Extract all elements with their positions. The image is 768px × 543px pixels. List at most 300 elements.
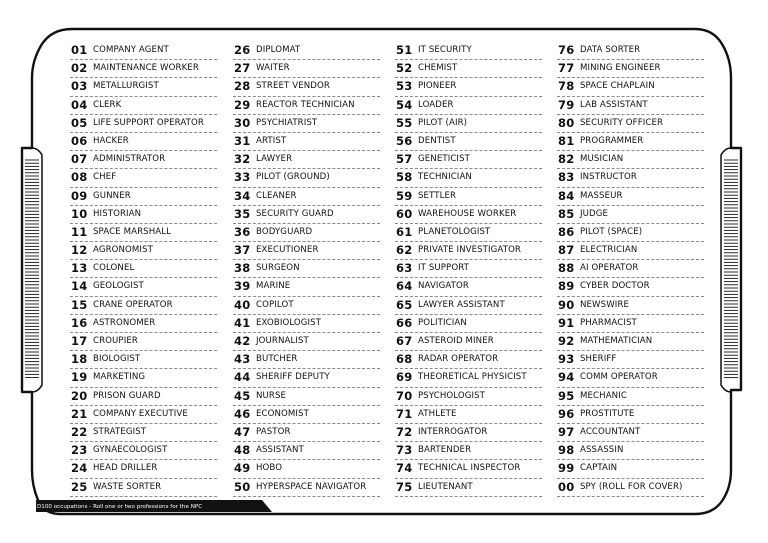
occupation-name: NAVIGATOR — [418, 281, 469, 292]
occupation-name: BUTCHER — [256, 354, 298, 365]
occupation-number: 80 — [558, 115, 575, 130]
occupation-number: 64 — [396, 279, 413, 294]
occupation-number: 50 — [234, 479, 251, 494]
occupation-number: 06 — [71, 133, 88, 148]
occupation-row — [70, 424, 217, 442]
occupation-column — [557, 42, 704, 497]
occupation-column — [395, 42, 542, 497]
occupation-number: 20 — [71, 388, 88, 403]
occupation-number: 67 — [396, 334, 413, 348]
occupation-number: 03 — [71, 79, 88, 94]
occupation-number: 31 — [234, 133, 251, 148]
occupation-number: 56 — [396, 133, 413, 148]
occupation-name: CHEMIST — [418, 63, 458, 74]
occupation-row — [395, 115, 542, 133]
occupation-name: IT SECURITY — [418, 45, 472, 55]
occupation-name: LIFE SUPPORT OPERATOR — [93, 117, 204, 128]
occupation-number: 05 — [71, 115, 88, 130]
occupation-name: SETTLER — [418, 190, 457, 201]
occupation-name: PILOT (AIR) — [418, 117, 468, 128]
occupation-number: 10 — [71, 206, 88, 221]
occupation-row — [70, 333, 217, 351]
occupation-number: 99 — [558, 461, 575, 476]
occupation-number: 44 — [234, 370, 251, 385]
occupation-row — [70, 151, 217, 169]
occupation-row — [70, 369, 217, 387]
occupation-row — [233, 278, 380, 296]
occupation-name: WAITER — [256, 63, 290, 74]
occupation-number: 21 — [71, 406, 88, 421]
occupation-number: 57 — [396, 152, 413, 167]
occupation-row — [233, 406, 380, 424]
occupation-name: NEWSWIRE — [580, 299, 630, 310]
occupation-name: PILOT (GROUND) — [256, 172, 330, 183]
occupation-number: 23 — [71, 443, 88, 458]
occupation-row — [233, 42, 380, 60]
occupation-number: 33 — [234, 170, 251, 185]
occupation-number: 40 — [234, 297, 251, 312]
occupation-name: CHEF — [93, 172, 117, 183]
occupation-number: 63 — [396, 261, 413, 276]
occupation-number: 28 — [234, 79, 251, 94]
occupation-name: TECHNICIAN — [418, 172, 472, 183]
occupation-number: 02 — [71, 61, 88, 76]
occupation-number: 70 — [396, 388, 413, 403]
occupation-name: MUSICIAN — [580, 154, 624, 165]
occupation-number: 47 — [234, 424, 251, 439]
occupation-number: 77 — [558, 61, 575, 76]
occupation-name: PRISON GUARD — [93, 390, 161, 401]
occupation-number: 79 — [558, 97, 575, 112]
occupation-row — [233, 97, 380, 115]
occupation-name: EXECUTIONER — [256, 245, 319, 256]
occupation-row — [557, 351, 704, 369]
occupation-row — [557, 224, 704, 242]
occupation-row — [70, 97, 217, 115]
occupation-number: 95 — [558, 388, 575, 403]
occupation-number: 86 — [558, 224, 575, 239]
occupation-number: 74 — [396, 461, 413, 476]
occupation-name: ADMINISTRATOR — [93, 154, 166, 165]
occupation-name: SHERIFF DEPUTY — [256, 372, 330, 383]
occupation-name: PIONEER — [418, 81, 457, 92]
occupation-name: HEAD DRILLER — [93, 463, 158, 474]
occupation-name: LAWYER ASSISTANT — [418, 299, 505, 310]
occupation-row — [233, 260, 380, 278]
occupation-row — [557, 297, 704, 315]
occupation-row — [233, 60, 380, 78]
occupation-name: CRANE OPERATOR — [93, 299, 173, 310]
occupation-name: HYPERSPACE NAVIGATOR — [256, 481, 367, 492]
occupation-number: 49 — [234, 461, 251, 476]
occupation-number: 11 — [71, 224, 88, 239]
occupation-name: EXOBIOLOGIST — [256, 317, 322, 328]
occupation-name: STRATEGIST — [93, 426, 147, 437]
occupation-name: COMPANY AGENT — [93, 45, 169, 55]
occupation-row — [395, 351, 542, 369]
occupation-name: MAINTENANCE WORKER — [93, 63, 199, 74]
occupation-name: MINING ENGINEER — [580, 63, 661, 74]
occupation-row — [233, 115, 380, 133]
occupation-name: HOBO — [256, 463, 283, 474]
occupation-number: 88 — [558, 261, 575, 276]
occupation-row — [395, 151, 542, 169]
occupation-number: 42 — [234, 334, 251, 348]
occupation-row — [233, 479, 380, 497]
occupation-name: INSTRUCTOR — [580, 172, 637, 183]
occupation-row — [395, 260, 542, 278]
occupation-name: GEOLOGIST — [93, 281, 144, 292]
occupation-name: ATHLETE — [418, 408, 457, 419]
occupation-number: 35 — [234, 206, 251, 221]
occupation-name: STREET VENDOR — [256, 81, 330, 92]
occupation-number: 73 — [396, 443, 413, 458]
occupation-row — [395, 460, 542, 478]
occupation-row — [70, 60, 217, 78]
occupation-row — [395, 406, 542, 424]
occupation-row — [557, 479, 704, 497]
occupation-name: GENETICIST — [418, 154, 470, 165]
right-grip-lines — [724, 160, 738, 378]
occupation-row — [557, 460, 704, 478]
occupation-name: POLITICIAN — [418, 317, 467, 328]
occupation-row — [70, 388, 217, 406]
occupation-number: 91 — [558, 315, 575, 330]
occupation-number: 82 — [558, 152, 575, 167]
occupation-number: 83 — [558, 170, 575, 185]
occupation-row — [395, 388, 542, 406]
occupation-name: LAWYER — [256, 154, 293, 165]
occupation-name: JUDGE — [580, 208, 609, 219]
occupation-row — [233, 315, 380, 333]
occupation-row — [395, 479, 542, 497]
occupation-number: 78 — [558, 79, 575, 94]
occupation-name: PROSTITUTE — [580, 408, 635, 419]
occupation-number: 46 — [234, 406, 251, 421]
occupation-row — [233, 242, 380, 260]
occupation-number: 89 — [558, 279, 575, 294]
occupation-row — [557, 442, 704, 460]
occupation-name: IT SUPPORT — [418, 263, 469, 274]
occupation-row — [395, 242, 542, 260]
occupation-row — [557, 424, 704, 442]
occupation-row — [233, 206, 380, 224]
occupation-row — [557, 169, 704, 187]
occupation-row — [395, 297, 542, 315]
occupation-row — [557, 60, 704, 78]
occupation-number: 59 — [396, 188, 413, 203]
occupation-number: 19 — [71, 370, 88, 385]
occupation-name: COPILOT — [256, 299, 294, 310]
occupation-name: ASTRONOMER — [93, 317, 156, 328]
occupation-name: NURSE — [256, 390, 287, 401]
occupation-row — [70, 406, 217, 424]
occupation-row — [70, 169, 217, 187]
occupation-name: MARINE — [256, 281, 291, 292]
occupation-number: 01 — [71, 43, 88, 57]
occupation-name: LOADER — [418, 99, 454, 110]
occupation-number: 30 — [234, 115, 251, 130]
occupation-number: 15 — [71, 297, 88, 312]
occupation-row — [557, 369, 704, 387]
occupation-name: DIPLOMAT — [256, 45, 301, 55]
occupation-name: SPACE MARSHALL — [93, 226, 172, 237]
occupation-name: SHERIFF — [580, 354, 617, 365]
occupation-number: 45 — [234, 388, 251, 403]
occupation-number: 26 — [234, 43, 251, 57]
occupation-row — [395, 97, 542, 115]
occupation-name: COLONEL — [93, 263, 135, 274]
occupation-name: PILOT (SPACE) — [580, 226, 643, 237]
occupation-row — [70, 242, 217, 260]
occupation-name: ASTEROID MINER — [418, 336, 494, 346]
occupation-row — [233, 151, 380, 169]
occupation-name: ECONOMIST — [256, 408, 309, 419]
occupation-number: 69 — [396, 370, 413, 385]
occupation-name: MECHANIC — [580, 390, 627, 401]
occupation-number: 97 — [558, 424, 575, 439]
occupation-name: LAB ASSISTANT — [580, 99, 648, 110]
occupation-row — [395, 333, 542, 351]
occupation-row — [557, 133, 704, 151]
occupation-row — [70, 115, 217, 133]
occupation-number: 87 — [558, 243, 575, 258]
occupation-name: WASTE SORTER — [93, 481, 162, 492]
occupation-row — [395, 315, 542, 333]
occupation-number: 38 — [234, 261, 251, 276]
occupation-row — [557, 242, 704, 260]
occupation-row — [70, 42, 217, 60]
occupation-name: GUNNER — [93, 190, 131, 201]
occupation-number: 07 — [71, 152, 88, 167]
occupation-row — [233, 78, 380, 96]
occupation-name: SURGEON — [256, 263, 300, 274]
occupation-name: CLEANER — [256, 190, 297, 201]
occupation-name: BIOLOGIST — [93, 354, 141, 365]
occupation-name: ASSASSIN — [580, 445, 624, 456]
occupation-number: 76 — [558, 43, 575, 57]
occupation-number: 25 — [71, 479, 88, 494]
occupation-number: 58 — [396, 170, 413, 185]
occupation-name: MARKETING — [93, 372, 146, 383]
occupation-row — [70, 479, 217, 497]
occupation-number: 90 — [558, 297, 575, 312]
occupation-name: PLANETOLOGIST — [418, 226, 491, 237]
occupation-row — [557, 388, 704, 406]
occupation-name: CAPTAIN — [580, 463, 618, 474]
occupation-name: MASSEUR — [580, 190, 623, 201]
occupation-number: 29 — [234, 97, 251, 112]
occupation-number: 98 — [558, 443, 575, 458]
occupation-number: 14 — [71, 279, 88, 294]
occupation-number: 72 — [396, 424, 413, 439]
occupation-number: 71 — [396, 406, 413, 421]
occupation-name: ACCOUNTANT — [580, 426, 641, 437]
occupation-row — [70, 442, 217, 460]
occupation-name: REACTOR TECHNICIAN — [256, 99, 355, 110]
occupation-row — [395, 60, 542, 78]
occupation-number: 37 — [234, 243, 251, 258]
occupation-number: 18 — [71, 352, 88, 367]
occupation-number: 48 — [234, 443, 251, 458]
occupation-name: COMM OPERATOR — [580, 372, 658, 383]
occupation-row — [233, 224, 380, 242]
occupation-number: 41 — [234, 315, 251, 330]
occupation-name: METALLURGIST — [93, 81, 159, 92]
occupation-name: AI OPERATOR — [580, 263, 639, 274]
left-grip-lines — [25, 160, 39, 378]
occupation-number: 34 — [234, 188, 251, 203]
occupation-name: SPY (ROLL FOR COVER) — [580, 481, 683, 492]
occupation-name: DATA SORTER — [580, 45, 641, 55]
occupation-number: 66 — [396, 315, 413, 330]
occupation-name: PRIVATE INVESTIGATOR — [418, 245, 522, 256]
occupation-name: PSYCHOLOGIST — [418, 390, 485, 401]
occupation-row — [70, 460, 217, 478]
occupation-number: 52 — [396, 61, 413, 76]
occupation-name: SPACE CHAPLAIN — [580, 81, 655, 92]
occupation-row — [557, 78, 704, 96]
occupation-name: LIEUTENANT — [418, 481, 473, 492]
occupation-row — [233, 333, 380, 351]
occupation-name: HACKER — [93, 135, 129, 146]
occupation-number: 43 — [234, 352, 251, 367]
occupation-row — [70, 351, 217, 369]
occupation-number: 24 — [71, 461, 88, 476]
occupation-name: MATHEMATICIAN — [580, 336, 653, 346]
occupation-row — [395, 169, 542, 187]
occupation-row — [395, 424, 542, 442]
occupation-row — [70, 260, 217, 278]
occupation-name: CLERK — [93, 99, 122, 110]
occupation-row — [395, 224, 542, 242]
occupation-name: BARTENDER — [418, 445, 472, 456]
occupation-number: 94 — [558, 370, 575, 385]
occupation-row — [233, 460, 380, 478]
occupation-column — [233, 42, 380, 497]
occupation-row — [557, 260, 704, 278]
occupation-number: 93 — [558, 352, 575, 367]
occupation-row — [233, 424, 380, 442]
occupation-name: AGRONOMIST — [93, 245, 153, 256]
occupation-name: THEORETICAL PHYSICIST — [418, 372, 527, 383]
occupation-row — [557, 333, 704, 351]
occupation-number: 54 — [396, 97, 413, 112]
occupation-row — [70, 188, 217, 206]
occupation-row — [233, 388, 380, 406]
occupation-number: 08 — [71, 170, 88, 185]
occupation-row — [395, 188, 542, 206]
occupation-name: COMPANY EXECUTIVE — [93, 408, 188, 419]
occupation-row — [233, 133, 380, 151]
occupation-number: 81 — [558, 133, 575, 148]
occupation-number: 68 — [396, 352, 413, 367]
occupation-name: PSYCHIATRIST — [256, 117, 318, 128]
occupation-row — [233, 351, 380, 369]
occupation-number: 85 — [558, 206, 575, 221]
occupation-row — [395, 442, 542, 460]
occupation-number: 84 — [558, 188, 575, 203]
occupation-name: HISTORIAN — [93, 208, 142, 219]
occupation-name: WAREHOUSE WORKER — [418, 208, 517, 219]
occupation-number: 12 — [71, 243, 88, 258]
occupation-name: PASTOR — [256, 426, 291, 437]
occupation-number: 09 — [71, 188, 88, 203]
occupation-row — [395, 206, 542, 224]
occupation-row — [70, 278, 217, 296]
occupation-number: 65 — [396, 297, 413, 312]
caption-text: D100 occupations - Roll one or two professions for the NPC — [37, 504, 203, 510]
occupation-number: 04 — [71, 97, 88, 112]
occupation-name: SECURITY OFFICER — [580, 117, 664, 128]
occupation-row — [395, 42, 542, 60]
occupation-row — [70, 297, 217, 315]
occupation-row — [233, 297, 380, 315]
occupation-number: 00 — [558, 479, 575, 494]
occupation-number: 36 — [234, 224, 251, 239]
occupation-row — [233, 442, 380, 460]
occupation-row — [557, 188, 704, 206]
occupation-number: 39 — [234, 279, 251, 294]
occupation-name: CROUPIER — [93, 336, 138, 346]
occupation-number: 75 — [396, 479, 413, 494]
occupation-table — [70, 42, 710, 497]
occupation-number: 32 — [234, 152, 251, 167]
occupation-row — [70, 133, 217, 151]
occupation-name: CYBER DOCTOR — [580, 281, 650, 292]
occupation-row — [70, 78, 217, 96]
occupation-number: 27 — [234, 61, 251, 76]
occupation-row — [395, 278, 542, 296]
occupation-number: 92 — [558, 334, 575, 348]
occupation-row — [557, 42, 704, 60]
occupation-number: 60 — [396, 206, 413, 221]
occupation-number: 53 — [396, 79, 413, 94]
occupation-row — [233, 369, 380, 387]
occupation-column — [70, 42, 217, 497]
occupation-row — [557, 97, 704, 115]
occupation-row — [557, 206, 704, 224]
occupation-name: JOURNALIST — [256, 336, 309, 346]
occupation-row — [395, 78, 542, 96]
occupation-number: 17 — [71, 334, 88, 348]
occupation-number: 62 — [396, 243, 413, 258]
occupation-number: 55 — [396, 115, 413, 130]
occupation-row — [233, 188, 380, 206]
occupation-row — [557, 151, 704, 169]
occupation-row — [557, 278, 704, 296]
occupation-row — [557, 406, 704, 424]
occupation-name: BODYGUARD — [256, 226, 313, 237]
occupation-row — [70, 315, 217, 333]
occupation-name: ASSISTANT — [256, 445, 304, 456]
occupation-name: ARTIST — [256, 135, 287, 146]
occupation-number: 13 — [71, 261, 88, 276]
occupation-name: RADAR OPERATOR — [418, 354, 499, 365]
occupation-row — [395, 133, 542, 151]
occupation-row — [233, 169, 380, 187]
occupation-name: PHARMACIST — [580, 317, 637, 328]
occupation-name: TECHNICAL INSPECTOR — [418, 463, 521, 474]
occupation-row — [557, 115, 704, 133]
occupation-number: 16 — [71, 315, 88, 330]
occupation-name: GYNAECOLOGIST — [93, 445, 168, 456]
occupation-name: INTERROGATOR — [418, 426, 488, 437]
occupation-name: DENTIST — [418, 135, 456, 146]
occupation-row — [557, 315, 704, 333]
occupation-name: PROGRAMMER — [580, 135, 644, 146]
occupation-name: SECURITY GUARD — [256, 208, 334, 219]
